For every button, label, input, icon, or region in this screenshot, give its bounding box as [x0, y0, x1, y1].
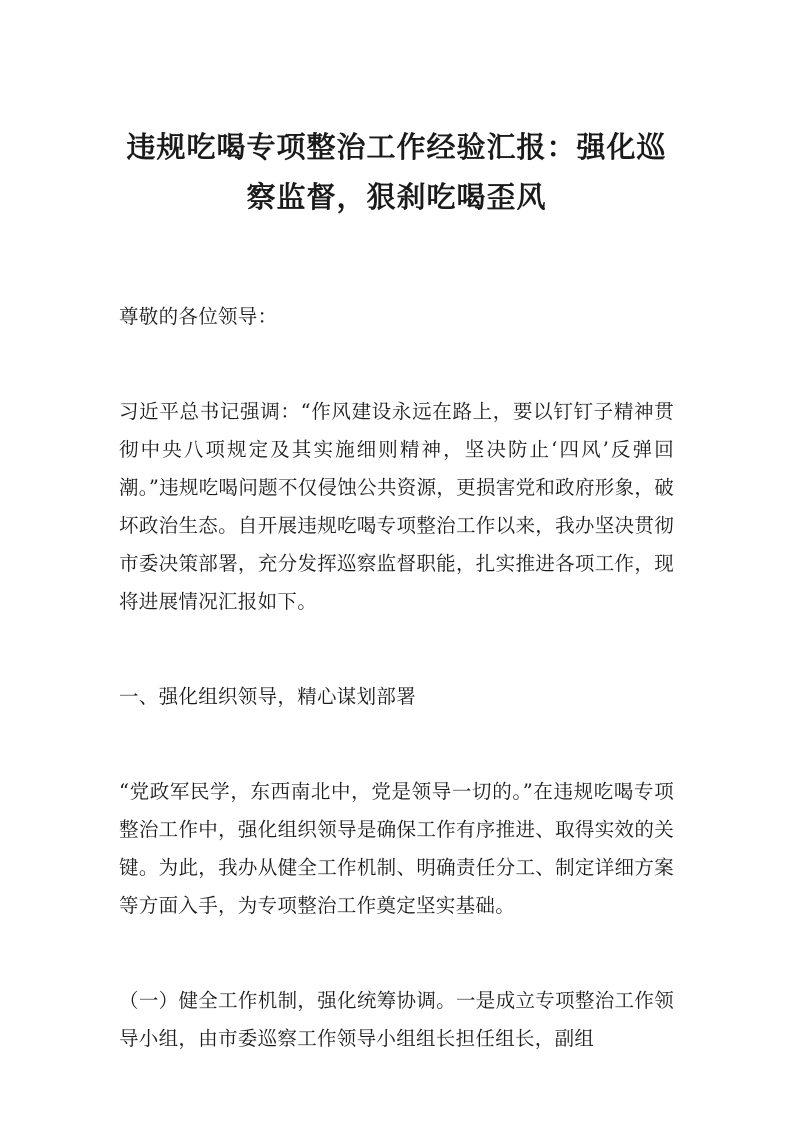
paragraph-intro: 习近平总书记强调：“作风建设永远在路上，要以钉钉子精神贯彻中央八项规定及其实施细则精神，坚决防止‘四风’反弹回潮。”违规吃喝问题不仅侵蚀公共资源，更损害党和政府形象，破坏政治生态。自开展违规吃喝专项整治工作以来，我办坚决贯彻市委决策部署，充分发挥巡察监督职能，扎实推进各项工作，现将进展情况汇报如下。 — [119, 400, 674, 613]
section-heading-1: 一、强化组织领导，精心谋划部署 — [119, 685, 417, 708]
salutation: 尊敬的各位领导： — [119, 305, 278, 328]
document-title: 违规吃喝专项整治工作经验汇报：强化巡察监督，狠刹吃喝歪风 — [126, 130, 667, 214]
paragraph-subsection-1: （一）健全工作机制，强化统筹协调。一是成立专项整治工作领导小组，由市委巡察工作领导小组组长担任组长，副组 — [119, 989, 674, 1050]
paragraph-section-1: “党政军民学，东西南北中，党是领导一切的。”在违规吃喝专项整治工作中，强化组织领导是确保工作有序推进、取得实效的关键。为此，我办从健全工作机制、明确责任分工、制定详细方案等方面入手，为专项整治工作奠定坚实基础。 — [119, 780, 674, 917]
